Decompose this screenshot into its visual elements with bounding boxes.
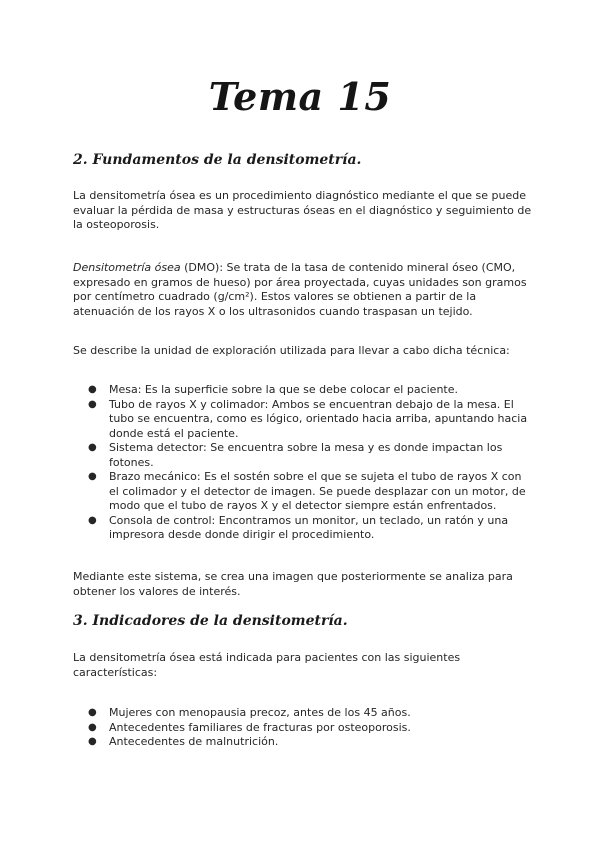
dmo-definition-text: (DMO): Se trata de la tasa de contenido mineral óseo (CMO, expresado en gramos de hueso) por área proyectada, cuyas unidades son gramos por centímetro cuadrado (g/cm²). Estos valores se obtienen a partir de la atenuación de los rayos X o los ultrasonidos cuando traspasan un tejido. (73, 261, 527, 318)
list-item: ● Tubo de rayos X y colimador: Ambos se encuentran debajo de la mesa. El tubo se encuentra, como es lógico, orientado hacia arriba, apuntando hacia donde está el paciente. (88, 397, 528, 440)
list-item: ● Sistema detector: Se encuentra sobre la mesa y es donde impactan los fotones. (88, 441, 503, 469)
dmo-term: Densitometría ósea (73, 261, 181, 274)
unit-intro-paragraph: Se describe la unidad de exploración utilizada para llevar a cabo dicha técnica: (73, 344, 510, 357)
list-item: ● Mesa: Es la superficie sobre la que se debe colocar el paciente. (88, 383, 459, 396)
unit-components-list (73, 383, 533, 543)
section-2-intro-paragraph: La densitometría ósea es un procedimiento diagnóstico mediante el que se puede evaluar la pérdida de masa y estructuras óseas en el diagnóstico y seguimiento de la osteoporosis. (73, 189, 532, 231)
bullet-icon: ● (88, 442, 97, 453)
list-item: ● Antecedentes de malnutrición. (88, 735, 279, 748)
page-title: Tema 15 (208, 74, 392, 119)
bullet-icon: ● (88, 514, 97, 526)
bullet-icon: ● (88, 736, 97, 747)
section-3-intro-paragraph: La densitometría ósea está indicada para pacientes con las siguientes características: (73, 651, 461, 679)
bullet-icon: ● (88, 398, 97, 410)
list-item: ● Antecedentes familiares de fracturas por osteoporosis. (88, 720, 411, 734)
bullet-icon: ● (88, 384, 97, 395)
dmo-definition-paragraph (73, 261, 533, 319)
section-3-heading: 3. Indicadores de la densitometría. (73, 613, 348, 629)
section-2-closing-paragraph: Mediante este sistema, se crea una imagen que posteriormente se analiza para obtener los valores de interés. (73, 570, 513, 598)
bullet-icon: ● (88, 707, 97, 718)
section-2-heading: 2. Fundamentos de la densitometría. (73, 152, 362, 168)
indications-list (73, 706, 533, 750)
list-item: ● Mujeres con menopausia precoz, antes de los 45 años. (88, 706, 411, 719)
list-item: ● Brazo mecánico: Es el sostén sobre el que se sujeta el tubo de rayos X con el colimador y el detector de imagen. Se puede desplazar con un motor, de modo que el tubo de rayos X y el detector siempre están enfrentados. (88, 470, 526, 512)
bullet-icon: ● (88, 471, 97, 482)
bullet-icon: ● (88, 721, 97, 733)
list-item: ● Consola de control: Encontramos un monitor, un teclado, un ratón y una impresora desde donde dirigir el procedimiento. (88, 513, 509, 541)
